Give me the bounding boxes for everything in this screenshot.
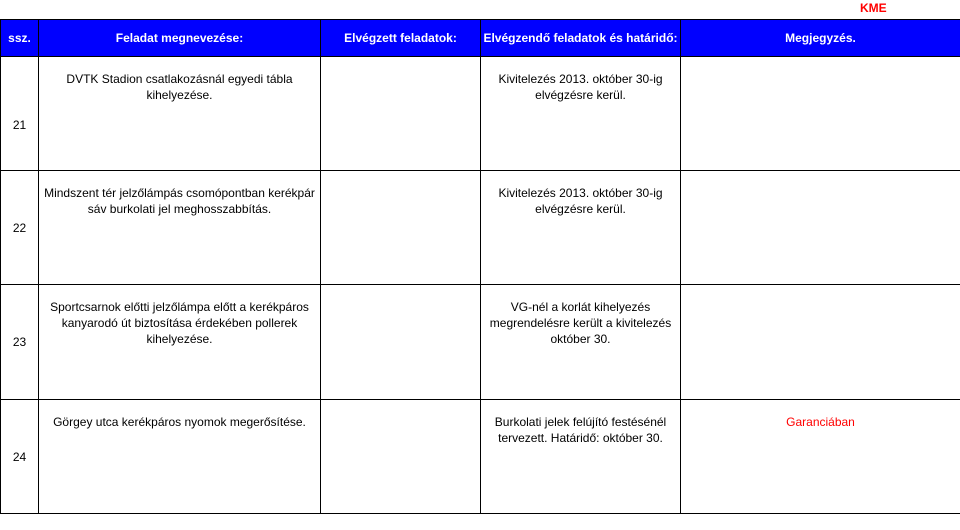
row-done	[321, 171, 481, 285]
table-row	[1, 400, 960, 514]
header-task: Feladat megnevezése:	[39, 20, 321, 57]
row-task: DVTK Stadion csatlakozásnál egyedi tábla kihelyezése.	[39, 57, 321, 171]
row-note	[681, 57, 960, 171]
kme-label: KME	[860, 1, 887, 15]
table-row	[1, 285, 960, 400]
row-todo: Kivitelezés 2013. október 30-ig elvégzésre kerül.	[481, 57, 681, 171]
row-note	[681, 285, 960, 400]
row-todo: Kivitelezés 2013. október 30-ig elvégzésre kerül.	[481, 171, 681, 285]
header-done: Elvégzett feladatok:	[321, 20, 481, 57]
row-todo: VG-nél a korlát kihelyezés megrendelésre került a kivitelezés október 30.	[481, 285, 681, 400]
row-number: 23	[1, 285, 39, 400]
row-done	[321, 285, 481, 400]
row-done	[321, 57, 481, 171]
row-number: 24	[1, 400, 39, 514]
row-task: Sportcsarnok előtti jelzőlámpa előtt a kerékpáros kanyarodó út biztosítása érdekében pollerek kihelyezése.	[39, 285, 321, 400]
row-note	[681, 171, 960, 285]
table-header-row	[1, 20, 960, 57]
row-note: Garanciában	[681, 400, 960, 514]
header-num: ssz.	[1, 20, 39, 57]
row-number: 22	[1, 171, 39, 285]
header-todo: Elvégzendő feladatok és határidő:	[481, 20, 681, 57]
table-row	[1, 171, 960, 285]
row-todo: Burkolati jelek felújító festésénél tervezett. Határidő: október 30.	[481, 400, 681, 514]
task-table	[0, 19, 960, 514]
row-number: 21	[1, 57, 39, 171]
row-task: Görgey utca kerékpáros nyomok megerősítése.	[39, 400, 321, 514]
header-note: Megjegyzés.	[681, 20, 960, 57]
table-row	[1, 57, 960, 171]
row-done	[321, 400, 481, 514]
row-task: Mindszent tér jelzőlámpás csomópontban kerékpár sáv burkolati jel meghosszabbítás.	[39, 171, 321, 285]
